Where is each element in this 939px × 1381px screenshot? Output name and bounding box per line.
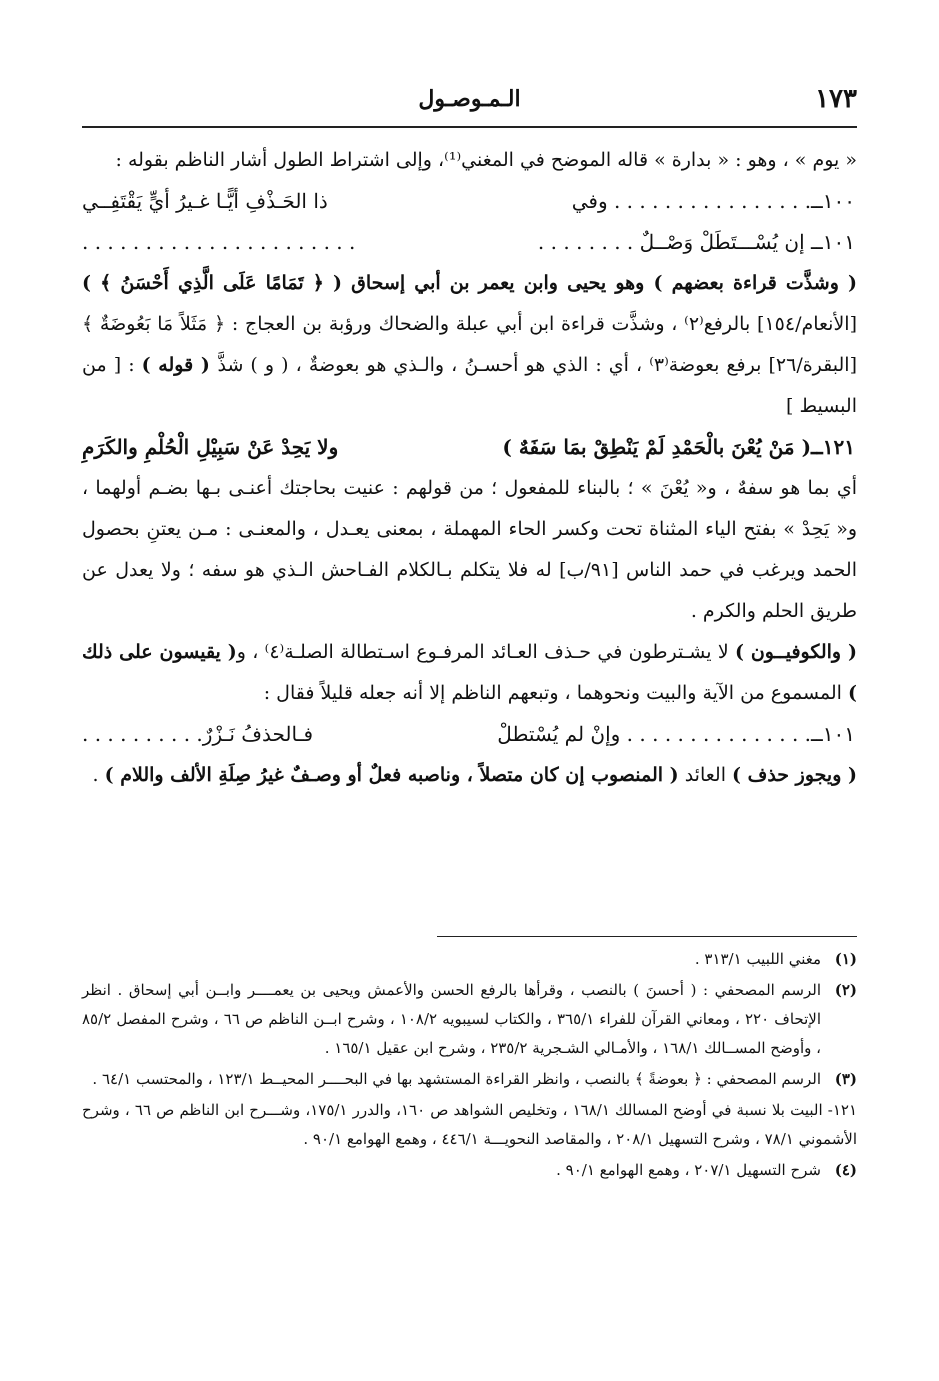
surah-reference: [الأنعام/١٥٤] (757, 313, 857, 335)
main-text (82, 140, 857, 796)
footnotes (82, 945, 857, 1187)
footnote-text: مغني اللبيب ٣١٣/١ . (694, 950, 821, 968)
paragraph-text: المسموع من الآية والبيت ونحوهما ، وتبعهم الناظم إلا أنه جعله قليلاً فقال : (263, 682, 848, 704)
paragraph-text: العائد (678, 764, 733, 786)
footnote-2 (82, 976, 857, 1063)
bold-phrase: ( ويجوز حذف ) (732, 764, 857, 786)
verse-101-first-hemistich: ١٠١ــ إن يُسْـــتَطَلْ وَصْــلٌ . . . . . . . . (537, 230, 855, 254)
bold-phrase: ( قوله ) (141, 354, 218, 376)
verse-100-first-hemistich: ١٠٠ــ. . . . . . . . . . . . . . . . وفي (571, 189, 855, 213)
surah-reference: [البقرة/٢٦] (768, 354, 857, 376)
bold-phrase: ( والكوفيــون ) (734, 641, 857, 663)
page-number: ١٧٣ (815, 84, 857, 114)
footnote-number: (٤) (834, 1161, 857, 1179)
footnote-text: الرسم المصحفي : ( أحسنَ ) بالنصب ، وقرأها بالرفع الحسن والأعمش ويحيى بن يعمــــر وابــن أبي إسحاق . انظر الإتحاف ٢٢٠ ، ومعاني القرآن للفراء ٣٦٥/١ ، والكتاب لسيبويه ١٠٨/٢ ، وشرح ابــن الناظم ص ٦٦ ، وشرح المفصل ٨٥/٢ ، وأوضح المســالك ١٦٨/١ ، والأمـالي الشـجرية ٢٣٥/٢ ، وشرح ابن عقيل ١٦٥/١ . (82, 981, 821, 1057)
bold-phrase: ( يقيسون على ذلك ) (82, 641, 857, 704)
bold-phrase: ( المنصوب إن كان متصلاً ، وناصبه فعلٌ أو وصـفٌ غيرُ صِلَةِ الألف واللام ) (104, 764, 679, 786)
verse-100 (82, 181, 857, 222)
page-header (82, 78, 857, 128)
meter-label: : [ من البسيط ] (82, 354, 857, 417)
bold-phrase: ( وشذَّت قراءة بعضهم ) (653, 272, 857, 294)
quran-quote: وهو يحيى وابن يعمر بن أبي إسحاق ( ﴿ تَمَامًا عَلَى الَّذِي أَحْسَنُ ﴾ ) (82, 272, 654, 294)
paragraph-text: بالرفع⁽٢⁾ ، وشذَّت قراءة ابن أبي عبلة والضحاك ورؤبة بن العجاج : ﴿ مَثَلاً مَا بَعُوضَةٌ ﴾ (82, 313, 758, 335)
paragraph-shadh-reading (82, 263, 857, 427)
verse-101-repeat-second-hemistich: فـالحذفُ نَـزْرٌ. . . . . . . . . . (82, 722, 314, 746)
verse-100-second-hemistich: ذا الحَـذْفِ أيًّـا غـيرُ أيٍّ يَقْتَفِــي (82, 189, 328, 213)
paragraph-text: برفع بعوضة⁽٣⁾ ، أي : الذي هو أحسـنُ ، والـذي هو بعوضةٌ ، ( و ) شذَّ (217, 354, 769, 376)
footnote-number: (١) (834, 950, 857, 968)
verse-121 (82, 427, 857, 468)
verse-121-second-hemistich: ولا يَحِدْ عَنْ سَبِيْلِ الْحُلْمِ والكَرَمِ (82, 435, 339, 459)
footnote-number: (٣) (834, 1070, 857, 1088)
verse-101-second-hemistich: . . . . . . . . . . . . . . . . . . . . . . (82, 230, 356, 254)
paragraph-omission (82, 755, 857, 796)
paragraph-explanation: أي بما هو سفهٌ ، و« يُعْنَ » ؛ بالبناء للمفعول ؛ من قولهم : عنيت بحاجتك أعنـى بـها بضـم أولهما ، و« يَحِدْ » بفتح الياء المثناة تحت وكسر الحاء المهملة ، بمعنى يعـدل ، والمعنـى : مـن يعتنِ بحصول الحمد ويرغب في حمد الناس [٩١/ب] له فلا يتكلم بـالكلام الفـاحش الـذي هو سفه ؛ ولا يعدل عن طريق الحلم والكرم . (82, 477, 857, 622)
footnote-number: (٢) (834, 981, 857, 999)
footnote-verse-121-source (82, 1096, 857, 1154)
footnote-4 (82, 1156, 857, 1185)
verse-101-repeat (82, 714, 857, 755)
verse-101 (82, 222, 857, 263)
paragraph-intro: « يوم » ، وهو : « بدارة » قاله الموضح في المغني⁽¹⁾، وإلى اشتراط الطول أشار الناظم بقوله : (115, 149, 857, 171)
paragraph-text: لا يشـترطون في حـذف العـائد المرفـوع اسـتطالة الصلـة⁽٤⁾ ، و (236, 641, 735, 663)
footnote-3 (82, 1065, 857, 1094)
footnote-text: شرح التسهيل ٢٠٧/١ ، وهمع الهوامع ٩٠/١ . (556, 1161, 821, 1179)
verse-101-repeat-first-hemistich: ١٠١ــ. . . . . . . . . . . . . . . وإنْ لم يُسْتطلْ (497, 722, 855, 746)
footnote-text: الرسم المصحفي : ﴿ بعوضةً ﴾ بالنصب ، وانظر القراءة المستشهد بها في البحــــر المحيــط ١٢٣/١ ، والمحتسب ٦٤/١ . (92, 1070, 821, 1088)
paragraph-text: . (92, 764, 105, 786)
footnote-1 (82, 945, 857, 974)
footnote-text: ١٢١- البيت بلا نسبة في أوضح المسالك ١٦٨/١ ، وتخليص الشواهد ص ١٦٠، والدرر ١٧٥/١، وشـــرح ابن الناظم ص ٦٦ ، وشرح الأشموني ٧٨/١ ، وشرح التسهيل ٢٠٨/١ ، والمقاصد النحويـــة ٤٤٦/١ ، وهمع الهوامع ٩٠/١ . (82, 1101, 857, 1148)
running-title: الـمـوصـول (418, 86, 521, 112)
footnote-separator (437, 936, 857, 937)
paragraph-kufans (82, 632, 857, 714)
verse-121-first-hemistich: ١٢١ــ( مَنْ يُعْنَ بالْحَمْدِ لَمْ يَنْطِقْ بمَا سَفَهٌ ) (502, 435, 855, 459)
